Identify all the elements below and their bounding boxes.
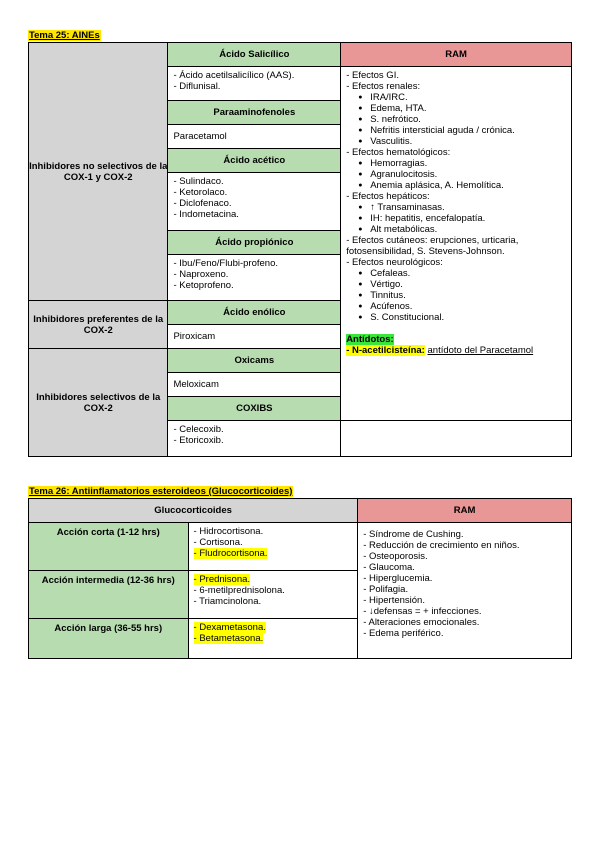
list-item: - Ketorolaco. <box>173 187 228 198</box>
ram-bullet: ● ↑ Transaminasas. <box>346 202 566 213</box>
list-item: - Cortisona. <box>193 537 243 548</box>
ram-line: - Hipertensión. <box>363 595 425 606</box>
ram-line: - Efectos GI. <box>346 70 399 81</box>
accion-intermedia-label: Acción intermedia (12-36 hrs) <box>29 571 189 619</box>
ram-line: - Hiperglucemia. <box>363 573 433 584</box>
accion-corta-label: Acción corta (1-12 hrs) <box>29 523 189 571</box>
antidotos-heading: Antídotos: <box>346 334 394 345</box>
ram-bullet: ● S. nefrótico. <box>346 114 566 125</box>
group1-label: Inhibidores no selectivos de la COX-1 y COX-2 <box>29 160 168 183</box>
glucocorticoides-table <box>28 498 572 659</box>
ram-cell <box>341 67 572 421</box>
header-salicilico: Ácido Salicílico <box>168 43 341 67</box>
salicilico-list <box>168 67 341 101</box>
header-ram: RAM <box>341 43 572 67</box>
ram-line: - Reducción de crecimiento en niños. <box>363 540 520 551</box>
antidoto-line: - N-acetilcisteína: antídoto del Paracetamol <box>346 345 534 356</box>
list-item: - Prednisona. <box>193 574 251 585</box>
group1-label-cell <box>29 43 168 301</box>
paracetamol-cell: Paracetamol <box>168 125 341 149</box>
group2-label: Inhibidores preferentes de la COX-2 <box>33 313 164 336</box>
accion-larga-list <box>188 619 358 659</box>
list-item: - Fludrocortisona. <box>193 548 268 559</box>
ram-line: - Polifagia. <box>363 584 409 595</box>
list-item: - Indometacina. <box>173 209 239 220</box>
accion-intermedia-list <box>188 571 358 619</box>
ram-bullet: ● Nefritis intersticial aguda / crónica. <box>346 125 566 136</box>
header-propionico: Ácido propiónico <box>168 231 341 255</box>
header-acetico: Ácido acético <box>168 149 341 173</box>
group3-label: Inhibidores selectivos de la COX-2 <box>36 391 161 414</box>
list-item: - Ketoprofeno. <box>173 280 234 291</box>
tema26-heading: Tema 26: Antiinflamatorios esteroideos (Glucocorticoides) <box>29 486 293 497</box>
group3-label-cell <box>29 349 168 457</box>
ram-bullet: ● Edema, HTA. <box>346 103 566 114</box>
list-item: - Diflunisal. <box>173 81 221 92</box>
list-item: - Sulindaco. <box>173 176 224 187</box>
ram-line: fotosensibilidad, S. Stevens-Johnson. <box>346 246 505 257</box>
ram-bullet: ● Alt metabólicas. <box>346 224 566 235</box>
meloxicam-cell: Meloxicam <box>168 373 341 397</box>
aines-table <box>28 42 572 457</box>
accion-corta-list <box>188 523 358 571</box>
ram-bullet: ● Acúfenos. <box>346 301 566 312</box>
list-item: - Triamcinolona. <box>193 596 262 607</box>
list-item: - Naproxeno. <box>173 269 229 280</box>
ram-line: - Síndrome de Cushing. <box>363 529 464 540</box>
ram-bullet: ● Vasculitis. <box>346 136 566 147</box>
ram-bullet: ● Cefaleas. <box>346 268 566 279</box>
tema25-heading: Tema 25: AINEs <box>29 30 100 41</box>
list-item: - Ácido acetilsalicílico (AAS). <box>173 70 295 81</box>
ram-bullet: ● Hemorragias. <box>346 158 566 169</box>
ram-bullet: ● IRA/IRC. <box>346 92 566 103</box>
ram-bullet: ● Vértigo. <box>346 279 566 290</box>
list-item: - 6-metilprednisolona. <box>193 585 285 596</box>
list-item: - Dexametasona. <box>193 622 266 633</box>
list-item: - Betametasona. <box>193 633 264 644</box>
ram-line: - Alteraciones emocionales. <box>363 617 480 628</box>
header-glucocorticoides: Glucocorticoides <box>29 499 358 523</box>
ram-line: - ↓defensas = + infecciones. <box>363 606 482 617</box>
ram-bullet: ● S. Constitucional. <box>346 312 566 323</box>
ram-bullet: ● Tinnitus. <box>346 290 566 301</box>
list-item: - Diclofenaco. <box>173 198 232 209</box>
group2-label-cell <box>29 301 168 349</box>
acetico-list <box>168 173 341 231</box>
ram-line: - Osteoporosis. <box>363 551 428 562</box>
ram-bullet: ● Anemia aplásica, A. Hemolítica. <box>346 180 566 191</box>
ram-line: - Efectos cutáneos: erupciones, urticaria, <box>346 235 519 246</box>
header-enolico: Ácido enólico <box>168 301 341 325</box>
propionico-list <box>168 255 341 301</box>
list-item: - Etoricoxib. <box>173 435 224 446</box>
ram-cell-filler <box>341 421 572 457</box>
ram-line: - Efectos hematológicos: <box>346 147 451 158</box>
ram-line: - Efectos hepáticos: <box>346 191 430 202</box>
list-item: - Hidrocortisona. <box>193 526 264 537</box>
header-ram-26: RAM <box>358 499 572 523</box>
ram-line: - Edema periférico. <box>363 628 444 639</box>
ram-line: - Efectos neurológicos: <box>346 257 443 268</box>
list-item: - Celecoxib. <box>173 424 224 435</box>
ram-line: - Efectos renales: <box>346 81 421 92</box>
list-item: - Ibu/Feno/Flubi-profeno. <box>173 258 279 269</box>
header-coxibs: COXIBS <box>168 397 341 421</box>
ram-bullet: ● IH: hepatitis, encefalopatía. <box>346 213 566 224</box>
accion-larga-label: Acción larga (36-55 hrs) <box>29 619 189 659</box>
piroxicam-cell: Piroxicam <box>168 325 341 349</box>
coxibs-list <box>168 421 341 457</box>
header-oxicams: Oxicams <box>168 349 341 373</box>
ram-line: - Glaucoma. <box>363 562 415 573</box>
ram-26-cell <box>358 523 572 659</box>
ram-bullet: ● Agranulocitosis. <box>346 169 566 180</box>
header-paraaminofenoles: Paraaminofenoles <box>168 101 341 125</box>
